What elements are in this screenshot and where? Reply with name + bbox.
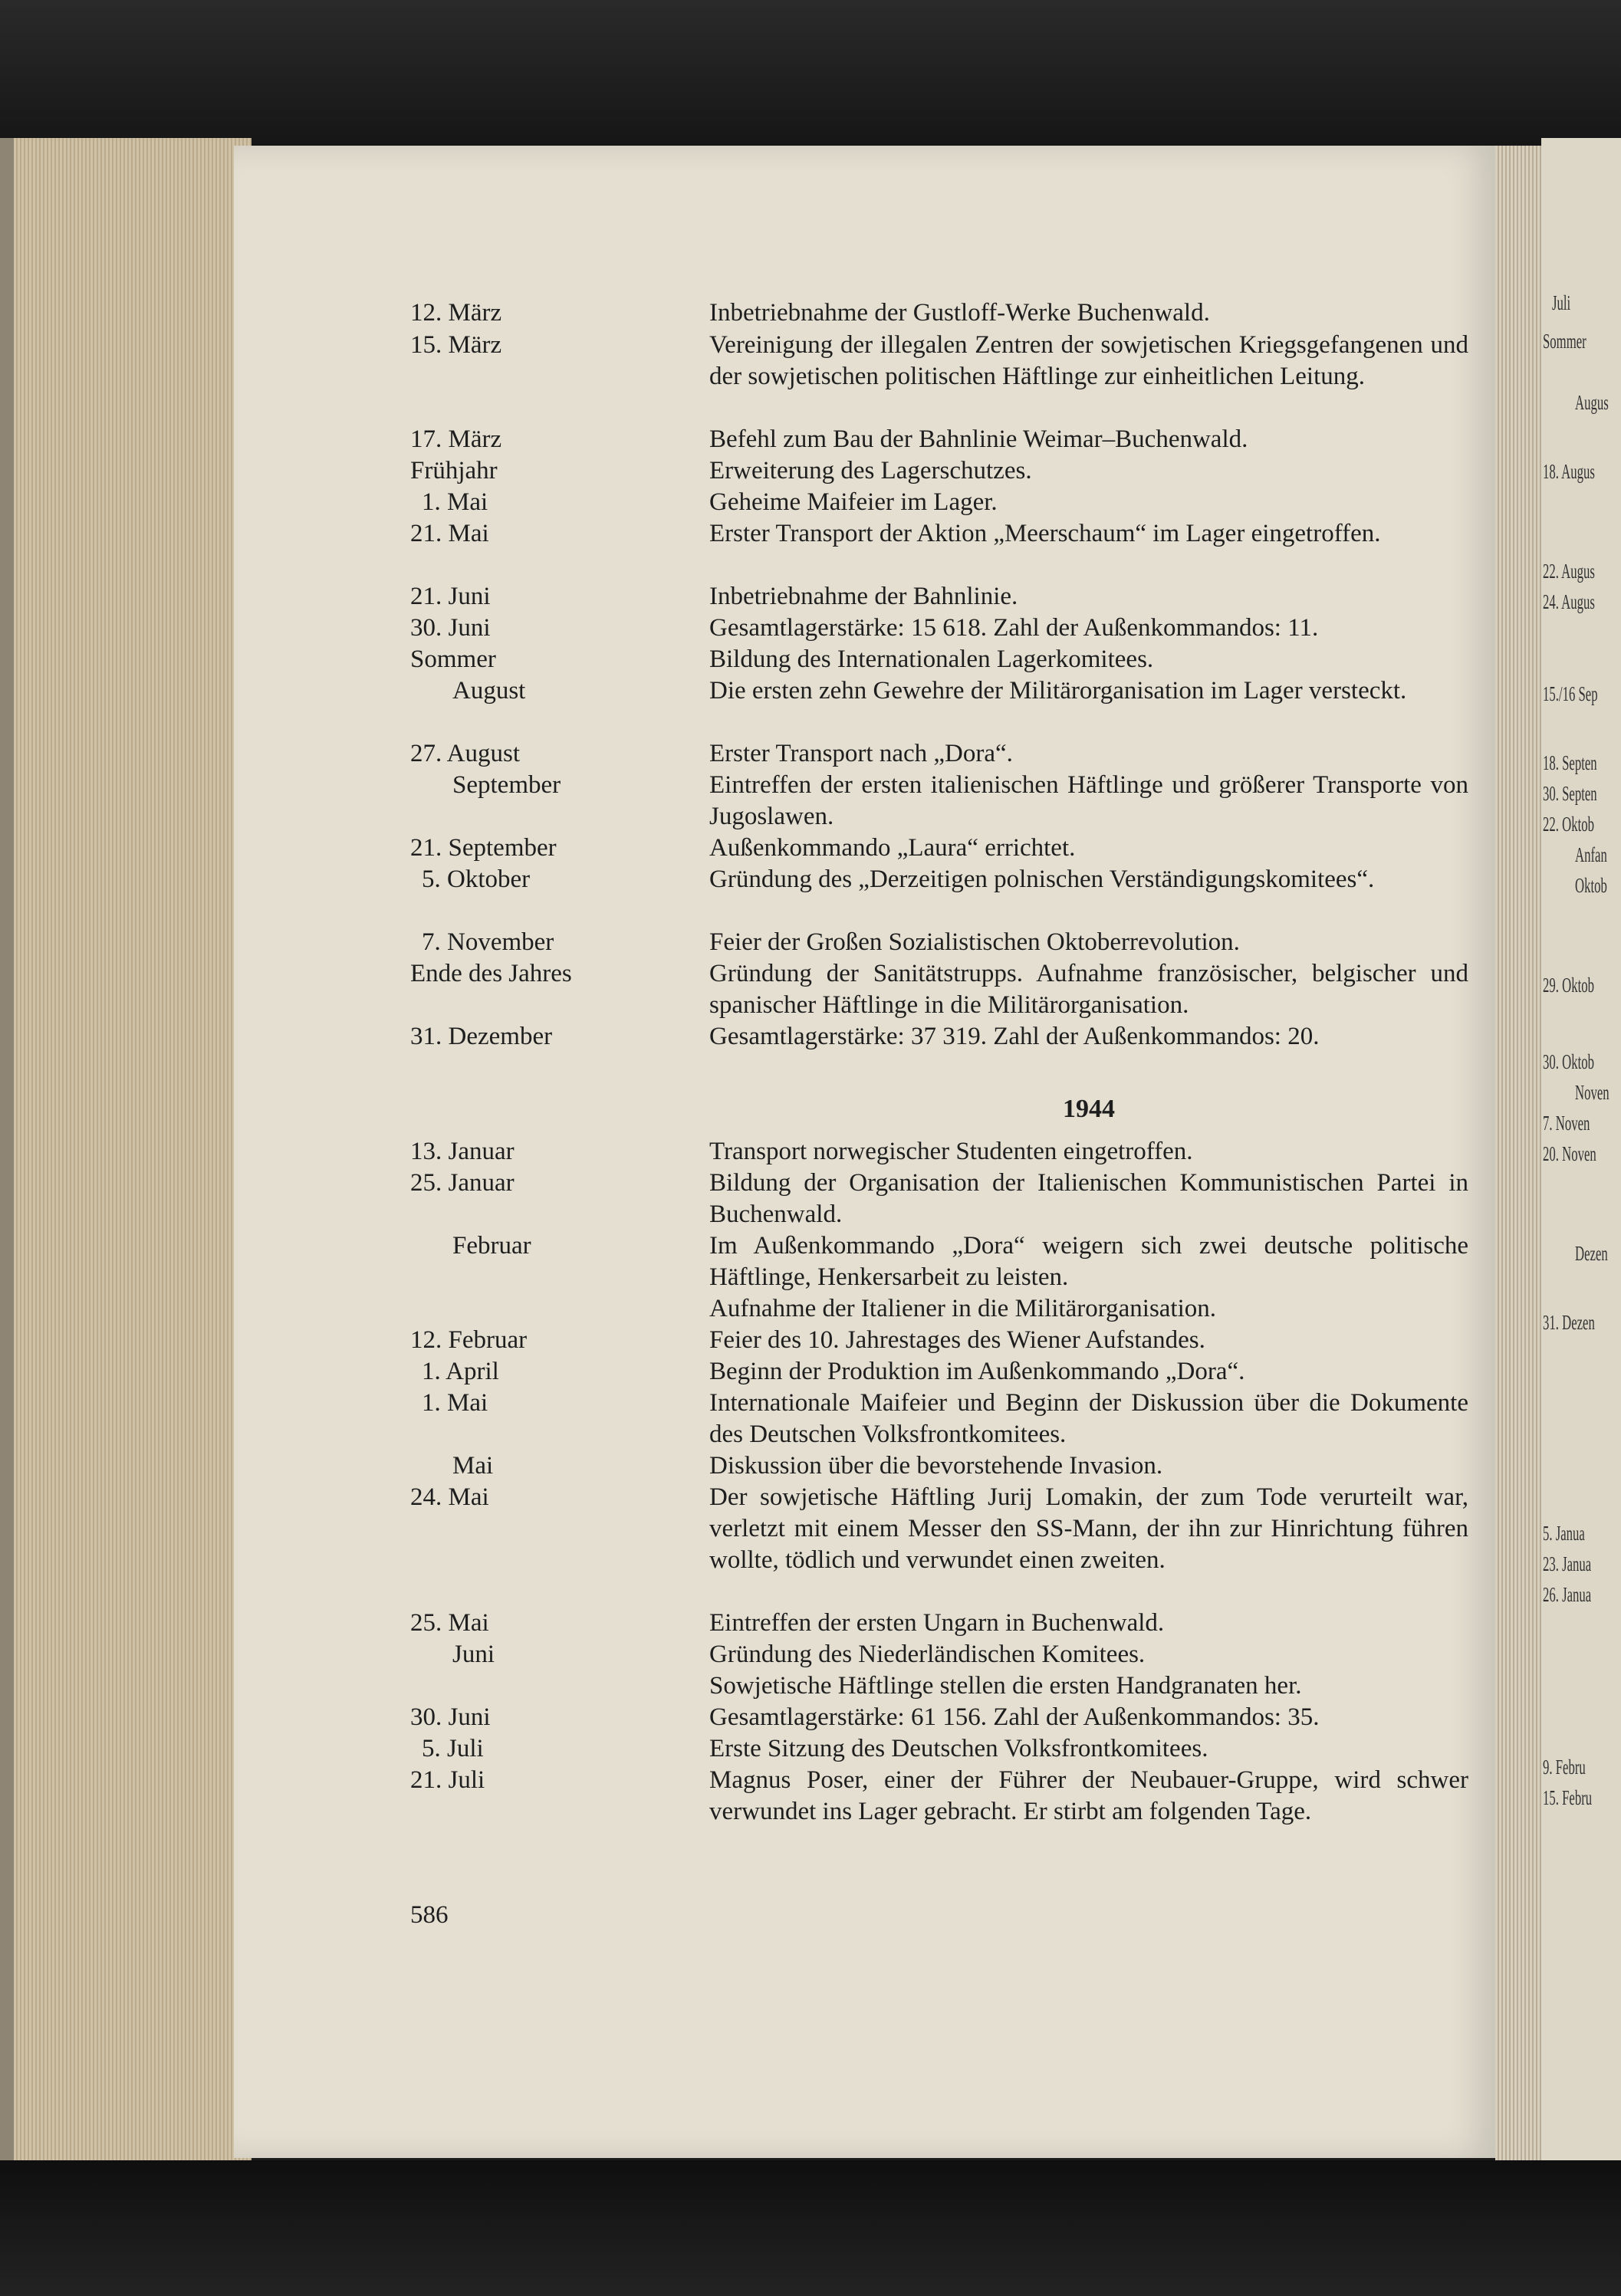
entry-date: 21. Juni — [410, 583, 491, 610]
adjacent-page-margin — [1541, 138, 1621, 2162]
adjacent-date: Dezen — [1575, 1242, 1608, 1265]
entry-text: Außenkommando „Laura“ errichtet. — [709, 834, 1076, 862]
adjacent-date: 23. Janua — [1543, 1552, 1592, 1575]
entry-date: August — [452, 677, 526, 705]
entry-text: Erster Transport nach „Dora“. — [709, 740, 1013, 767]
adjacent-date: 24. Augus — [1543, 590, 1595, 613]
entry-date: 12. März — [410, 299, 502, 327]
entry-text: Eintreffen der ersten italienischen Häftlinge und größerer Transporte von Jugoslawen. — [709, 771, 1468, 830]
entry-date: 30. Juni — [410, 1703, 491, 1731]
entry-text: Feier des 10. Jahrestages des Wiener Aufstandes. — [709, 1326, 1205, 1354]
adjacent-date: 20. Noven — [1543, 1142, 1596, 1165]
adjacent-date: Juli — [1552, 291, 1571, 314]
entry-date: 12. Februar — [410, 1326, 528, 1354]
adjacent-date: 22. Oktob — [1543, 813, 1594, 836]
entry-date: Juni — [452, 1641, 495, 1668]
adjacent-date: 22. Augus — [1543, 560, 1595, 583]
entry-date: 25. Mai — [410, 1609, 489, 1637]
entry-text: Magnus Poser, einer der Führer der Neubauer-Gruppe, wird schwer verwundet ins Lager gebracht. Er stirbt am folgenden Tage. — [709, 1766, 1468, 1825]
book-gutter — [1495, 146, 1541, 2162]
entry-text: Feier der Großen Sozialistischen Oktoberrevolution. — [709, 928, 1240, 956]
entry-date: 1. Mai — [422, 488, 488, 516]
entry-text: Bildung der Organisation der Italienischen Kommunistischen Partei in Buchenwald. — [709, 1169, 1468, 1228]
adjacent-date: Anfan — [1575, 843, 1607, 866]
entry-text: Internationale Maifeier und Beginn der Diskussion über die Dokumente des Deutschen Volksfrontkomitees. — [709, 1389, 1468, 1448]
entry-date: 25. Januar — [410, 1169, 515, 1197]
entry-text: Aufnahme der Italiener in die Militärorganisation. — [709, 1295, 1217, 1322]
entry-text: Erster Transport der Aktion „Meerschaum“ im Lager eingetroffen. — [709, 520, 1381, 547]
adjacent-date: Sommer — [1543, 330, 1586, 353]
entry-date: 1. April — [422, 1358, 499, 1385]
entry-date: 21. Mai — [410, 520, 489, 547]
entry-text: Der sowjetische Häftling Jurij Lomakin, der zum Tode verurteilt war, verletzt mit einem Messer den SS-Mann, der ihn zur Hinrichtung führen wollte, tödlich und verwundet einen zweiten. — [709, 1483, 1468, 1574]
entry-text: Inbetriebnahme der Bahnlinie. — [709, 583, 1018, 610]
entry-date: 21. September — [410, 834, 557, 862]
book-page — [234, 146, 1499, 2158]
entry-date: 27. August — [410, 740, 521, 767]
adjacent-date: Noven — [1575, 1081, 1609, 1104]
entry-text: Gründung des „Derzeitigen polnischen Verständigungskomitees“. — [709, 866, 1375, 893]
entry-text: Beginn der Produktion im Außenkommando „Dora“. — [709, 1358, 1245, 1385]
entry-date: 13. Januar — [410, 1138, 515, 1165]
entry-text: Transport norwegischer Studenten eingetroffen. — [709, 1138, 1193, 1165]
entry-text: Gründung des Niederländischen Komitees. — [709, 1641, 1146, 1668]
entry-text: Gründung der Sanitätstrupps. Aufnahme französischer, belgischer und spanischer Häftlinge in die Militärorganisation. — [709, 960, 1468, 1019]
entry-date: 21. Juli — [410, 1766, 485, 1794]
entry-text: Erste Sitzung des Deutschen Volksfrontkomitees. — [709, 1735, 1208, 1762]
entry-text: Eintreffen der ersten Ungarn in Buchenwald. — [709, 1609, 1165, 1637]
entry-date: Ende des Jahres — [410, 960, 572, 987]
page-number: 586 — [410, 1901, 449, 1929]
entry-text: Im Außenkommando „Dora“ weigern sich zwei deutsche politische Häftlinge, Henkersarbeit zu leisten. — [709, 1232, 1468, 1291]
entry-text: Gesamtlagerstärke: 61 156. Zahl der Außenkommandos: 35. — [709, 1703, 1320, 1731]
entry-date: 30. Juni — [410, 614, 491, 642]
entry-date: 31. Dezember — [410, 1023, 553, 1050]
entry-text: Befehl zum Bau der Bahnlinie Weimar–Buchenwald. — [709, 425, 1248, 453]
book-page-edges-left — [0, 138, 252, 2170]
adjacent-date: 7. Noven — [1543, 1112, 1590, 1135]
entry-date: 17. März — [410, 425, 502, 453]
adjacent-date: 15./16 Sep — [1543, 682, 1598, 705]
adjacent-date: 26. Janua — [1543, 1583, 1592, 1606]
background-top — [0, 0, 1621, 153]
entry-date: Frühjahr — [410, 457, 498, 484]
entry-text: Inbetriebnahme der Gustloff-Werke Buchenwald. — [709, 299, 1210, 327]
entry-text: Die ersten zehn Gewehre der Militärorganisation im Lager versteckt. — [709, 677, 1407, 705]
entry-date: 24. Mai — [410, 1483, 489, 1511]
entry-text: Vereinigung der illegalen Zentren der sowjetischen Kriegsgefangenen und der sowjetischen politischen Häftlinge zur einheitlichen Leitung. — [709, 331, 1468, 390]
entry-text: Sowjetische Häftlinge stellen die ersten Handgranaten her. — [709, 1672, 1302, 1700]
entry-date: 5. Oktober — [422, 866, 531, 893]
adjacent-date: Augus — [1575, 391, 1609, 414]
adjacent-date: 18. Septen — [1543, 751, 1597, 774]
entry-date: Mai — [452, 1452, 494, 1480]
entry-date: 7. November — [422, 928, 554, 956]
adjacent-date: 5. Janua — [1543, 1522, 1585, 1545]
entry-date: Sommer — [410, 645, 496, 673]
adjacent-date: 31. Dezen — [1543, 1311, 1595, 1334]
adjacent-date: 29. Oktob — [1543, 974, 1594, 997]
background-bottom — [0, 2160, 1621, 2296]
entry-text: Gesamtlagerstärke: 37 319. Zahl der Außenkommandos: 20. — [709, 1023, 1320, 1050]
entry-text: Geheime Maifeier im Lager. — [709, 488, 998, 516]
entry-text: Bildung des Internationalen Lagerkomitees. — [709, 645, 1154, 673]
entry-date: 1. Mai — [422, 1389, 488, 1417]
adjacent-date: Oktob — [1575, 874, 1607, 897]
adjacent-date: 9. Febru — [1543, 1756, 1586, 1779]
adjacent-date: 30. Septen — [1543, 782, 1597, 805]
entry-date: September — [452, 771, 561, 799]
adjacent-date: 30. Oktob — [1543, 1050, 1594, 1073]
entry-text: Erweiterung des Lagerschutzes. — [709, 457, 1032, 484]
adjacent-date: 18. Augus — [1543, 460, 1595, 483]
year-heading: 1944 — [1063, 1095, 1115, 1123]
entry-date: 5. Juli — [422, 1735, 484, 1762]
entry-text: Gesamtlagerstärke: 15 618. Zahl der Außenkommandos: 11. — [709, 614, 1319, 642]
adjacent-date: 15. Febru — [1543, 1786, 1593, 1809]
entry-date: Februar — [452, 1232, 531, 1260]
entry-date: 15. März — [410, 331, 502, 359]
entry-text: Diskussion über die bevorstehende Invasion. — [709, 1452, 1163, 1480]
